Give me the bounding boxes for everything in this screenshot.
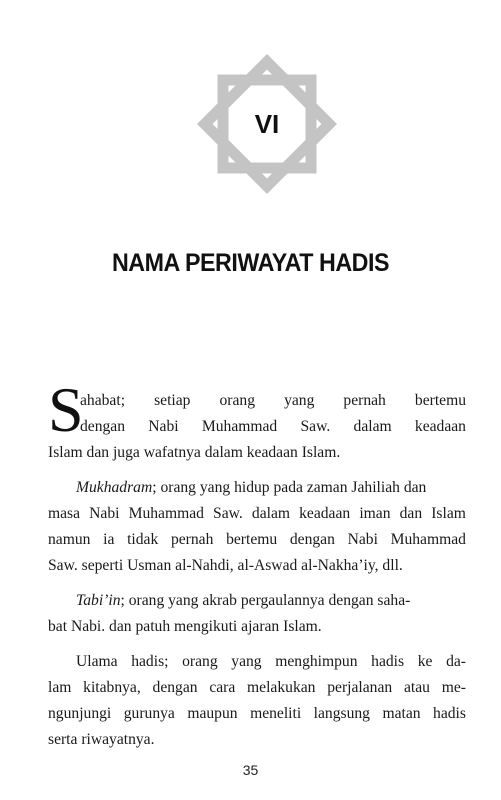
text-line: Islam dan juga wafatnya dalam keadaan Islam. <box>48 444 341 461</box>
paragraph <box>48 649 466 753</box>
text-line: bat Nabi. dan patuh mengikuti ajaran Islam. <box>48 618 322 635</box>
page-title: NAMA PERIWAYAT HADIS <box>111 249 390 277</box>
chapter-number: VI <box>254 108 280 139</box>
text-line: ahabat; setiap orang yang pernah bertemu <box>80 392 466 409</box>
text-line: Saw. seperti Usman al-Nahdi, al-Aswad al-Nakha’iy, dll. <box>48 557 403 574</box>
paragraph <box>48 475 466 579</box>
text-line: dengan Nabi Muhammad Saw. dalam keadaan <box>80 418 466 435</box>
text-line: Ulama hadis; orang yang menghimpun hadis ke da- <box>76 653 466 670</box>
paragraph <box>48 388 466 466</box>
text-line: Mukhadram; orang yang hidup pada zaman Jahiliah dan <box>76 479 427 496</box>
body-text <box>48 388 466 753</box>
text-line: namun ia tidak pernah bertemu dengan Nabi Muhammad <box>48 531 466 548</box>
page-number: 35 <box>242 762 259 778</box>
text-line: Tabi’in; orang yang akrab pergaulannya dengan saha- <box>76 592 411 609</box>
text-line: ngunjungi gurunya maupun meneliti langsung matan hadis <box>48 705 466 722</box>
term: Tabi’in <box>76 592 121 609</box>
paragraph <box>48 588 466 640</box>
text-line: masa Nabi Muhammad Saw. dalam keadaan iman dan Islam <box>48 505 466 522</box>
text-line: serta riwayatnya. <box>48 731 155 748</box>
term: Mukhadram <box>76 479 153 496</box>
text-line: lam kitabnya, dengan cara melakukan perjalanan atau me- <box>48 679 466 696</box>
drop-cap: S <box>48 374 84 445</box>
